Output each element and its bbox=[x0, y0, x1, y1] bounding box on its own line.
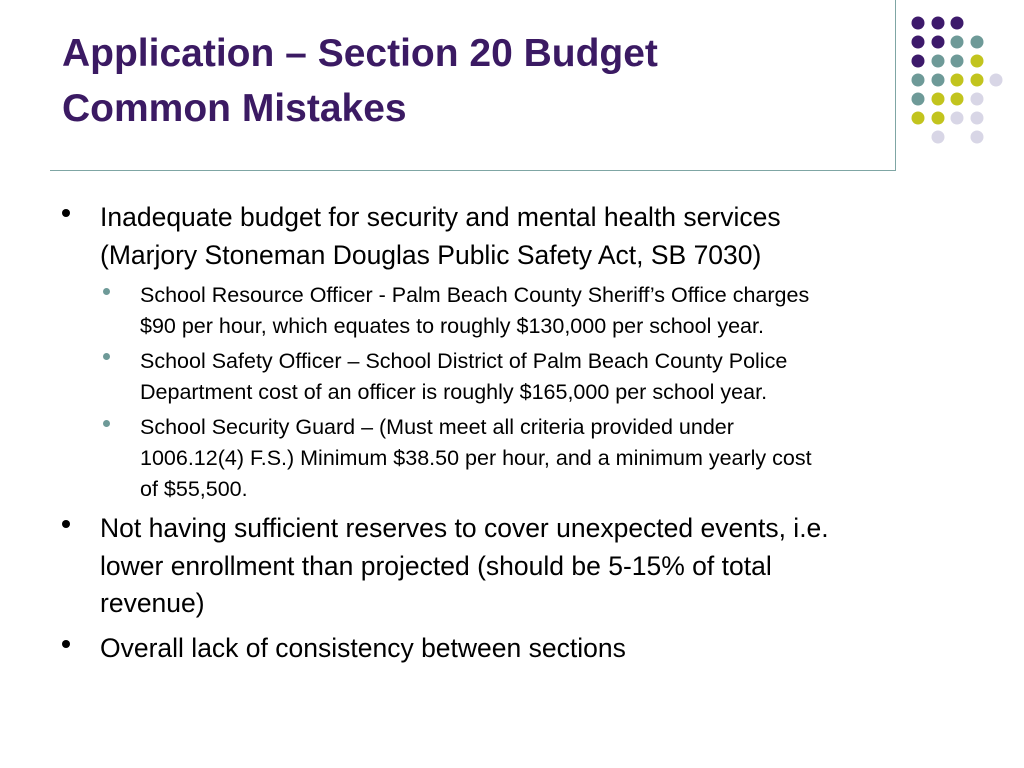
sub-bullet-text-line: 1006.12(4) F.S.) Minimum $38.50 per hour, and a minimum yearly cost bbox=[140, 446, 812, 470]
sub-bullet-text-line: $90 per hour, which equates to roughly $130,000 per school year. bbox=[140, 314, 764, 338]
sub-bullet-text-line: School Resource Officer - Palm Beach County Sheriff’s Office charges bbox=[140, 283, 810, 307]
slide-title-line: Common Mistakes bbox=[62, 87, 407, 130]
bullet-text bbox=[100, 630, 980, 668]
bullet-text-line: revenue) bbox=[100, 588, 205, 618]
bullet-text-line: Inadequate budget for security and mental health services bbox=[100, 202, 781, 232]
sub-bullet-text-line: Department cost of an officer is roughly $165,000 per school year. bbox=[140, 380, 768, 404]
sub-bullet-text-line: of $55,500. bbox=[140, 477, 248, 501]
sub-bullet-marker bbox=[103, 288, 110, 295]
bullet-text bbox=[100, 199, 980, 274]
bullet-marker bbox=[62, 520, 70, 528]
bullet-marker bbox=[62, 209, 70, 217]
sub-bullet-text-line: School Security Guard – (Must meet all criteria provided under bbox=[140, 415, 734, 439]
bullet-text-line: lower enrollment than projected (should be 5-15% of total bbox=[100, 550, 772, 581]
bullet-text-line: Not having sufficient reserves to cover unexpected events, i.e. bbox=[100, 513, 829, 543]
bullet-text-line: (Marjory Stoneman Douglas Public Safety Act, SB 7030) bbox=[100, 239, 762, 270]
bullet-text-line: Overall lack of consistency between sections bbox=[100, 633, 626, 663]
sub-bullet-text-line: School Safety Officer – School District of Palm Beach County Police bbox=[140, 349, 788, 373]
sub-bullet-marker bbox=[103, 353, 110, 360]
bullet-text bbox=[100, 510, 980, 623]
bullet-marker bbox=[62, 640, 70, 648]
sub-bullet-text bbox=[140, 412, 970, 505]
slide-title-line: Application – Section 20 Budget bbox=[62, 32, 658, 75]
sub-bullet-text bbox=[140, 280, 970, 342]
sub-bullet-marker bbox=[103, 420, 110, 427]
sub-bullet-text bbox=[140, 346, 970, 408]
